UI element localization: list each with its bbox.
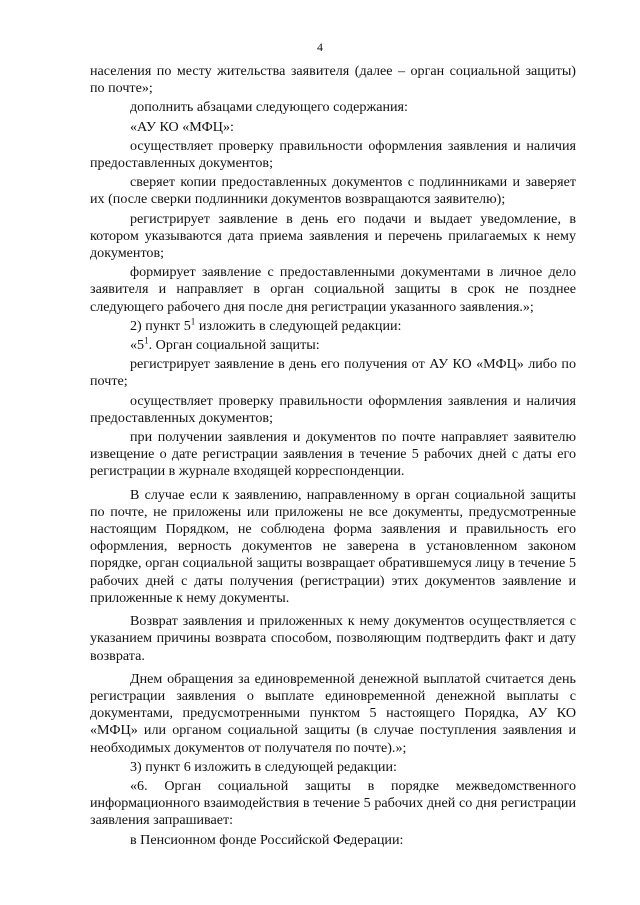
item-2-superscript: 1 (190, 316, 196, 327)
paragraph: дополнить абзацами следующего содержания: (130, 99, 408, 116)
paragraph: при получении заявления и документов по почте направляет заявителю извещение о дате регистрации заявления в течение 5 рабочих дней с даты его регистрации в журнале входящей корреспонденции. (90, 429, 576, 480)
paragraph: Возврат заявления и приложенных к нему документов осуществляется с указанием причины возврата способом, позволяющим подтвердить факт и дату возврата. (90, 613, 576, 664)
document-text (90, 63, 576, 849)
item-5-1-superscript: 1 (144, 335, 149, 346)
item-5-1-prefix: «5 (130, 337, 145, 354)
item-2-text: изложить в следующей редакции: (198, 317, 402, 334)
paragraph: населения по месту жительства заявителя (далее – орган социальной защиты) по почте»; (90, 63, 576, 97)
paragraph: 3) пункт 6 изложить в следующей редакции: (130, 758, 397, 775)
paragraph-item-5-1 (90, 337, 576, 354)
item-5-1-text: Орган социальной защиты: (155, 337, 320, 354)
paragraph: регистрирует заявление в день его подачи и выдает уведомление, в котором указываются дата приема заявления и перечень прилагаемых к нему документов; (90, 210, 576, 262)
paragraph: сверяет копии предоставленных документов с подлинниками и заверяет их (после сверки подлинники документов возвращаются заявителю); (90, 174, 576, 208)
item-2-prefix: 2) пункт 5 (130, 317, 191, 334)
paragraph-item-2 (90, 318, 576, 335)
paragraph: В случае если к заявлению, направленному в орган социальной защиты по почте, не приложены или приложены не все документы, предусмотренные настоящим Порядком, не соблюдена форма заявления и правильность его оформления, верность документов не заверена в установленном законом порядке, орган социальной защиты возвращает обратившемуся лицу в течение 5 рабочих дней с даты получения (регистрации) этих документов заявление и приложенные к нему документы. (90, 486, 576, 606)
paragraph: осуществляет проверку правильности оформления заявления и наличия предоставленных документов; (90, 137, 576, 172)
paragraph: в Пенсионном фонде Российской Федерации: (130, 831, 404, 848)
paragraph: «АУ КО «МФЦ»: (130, 118, 234, 135)
paragraph: осуществляет проверку правильности оформления заявления и наличия предоставленных документов; (90, 392, 576, 426)
item-5-1-dot: . (148, 337, 153, 354)
paragraph: Днем обращения за единовременной денежной выплатой считается день регистрации заявления о выплате единовременной денежной выплаты с документами, предусмотренными пунктом 5 настоящего Порядка, АУ КО «МФЦ» или органом социальной защиты (в случае поступления заявления и необходимых документов от получателя по почте).»; (90, 670, 576, 756)
paragraph: «6. Орган социальной защиты в порядке межведомственного информационного взаимодействия в течение 5 рабочих дней со дня регистрации заявления запрашивает: (90, 777, 576, 829)
paragraph: формирует заявление с предоставленными документами в личное дело заявителя и направляет в орган социальной защиты в срок не позднее следующего рабочего дня после дня регистрации указанного заявления.»; (90, 264, 576, 315)
paragraph: регистрирует заявление в день его получения от АУ КО «МФЦ» либо по почте; (90, 356, 576, 390)
page-number: 4 (317, 40, 323, 54)
